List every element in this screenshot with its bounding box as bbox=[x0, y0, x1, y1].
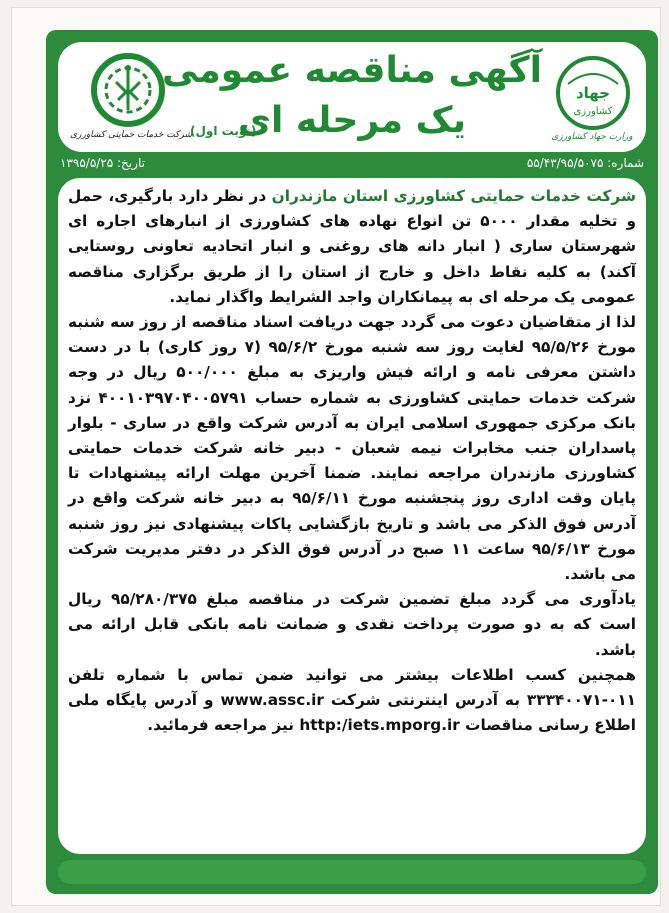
company-name-lead: شرکت خدمات حمایتی کشاورزی استان مازندران bbox=[271, 187, 636, 205]
body-paragraph-4: همچنین کسب اطلاعات بیشتر می توانید ضمن تماس با شماره تلفن ۰۱۱-۳۳۳۴۰۰۷۱ به آدرس اینترنتی شرکت www.assc.ir و آدرس پایگاه ملی اطلاع رسانی مناقصات http:/iets.mporg.ir نیز مراجعه فرمائید. bbox=[68, 665, 636, 735]
body-paragraph-1 bbox=[68, 184, 636, 310]
notice-header bbox=[58, 42, 646, 152]
notice-body-panel bbox=[58, 178, 646, 854]
notice-body-text bbox=[68, 184, 636, 738]
body-paragraph-1-rest: در نظر دارد بارگیری، حمل و تخلیه مقدار ۵۰۰۰ تن انواع نهاده های کشاورزی از انبارهای اجاره ای شهرستان ساری ( انبار دانه های روغنی و انبار اتحادیه تعاونی روستایی آکند) به کلیه نقاط داخل و خارج از استان را از طریق برگزاری مناقصه عمومی یک مرحله ای به پیمانکاران واجد الشرایط واگذار نماید. bbox=[68, 187, 637, 306]
assc-company-logo-icon bbox=[88, 50, 168, 130]
notice-meta bbox=[60, 156, 644, 176]
notice-date: تاریخ: ۱۳۹۵/۵/۲۵ bbox=[60, 156, 145, 170]
round-note: (نوبت اول) bbox=[190, 124, 257, 138]
body-paragraph-3: یادآوری می گردد مبلغ تضمین شرکت در مناقصه مبلغ ۹۵/۲۸۰/۳۷۵ ریال است که به دو صورت پرداخت نقدی و ضمانت نامه بانکی قابل ارائه می باشد. bbox=[68, 590, 636, 659]
logo-left-caption: شرکت خدمات حمایتی کشاورزی bbox=[70, 130, 192, 140]
notice-title-line1: آگهی مناقصه عمومی bbox=[162, 50, 542, 91]
logo-right-sub-text: کشاورزی bbox=[573, 106, 613, 117]
notice-title-line2: یک مرحله ای bbox=[238, 100, 466, 141]
logo-right-caption: وزارت جهاد کشاورزی bbox=[551, 132, 633, 142]
logo-right-main-text: جهاد bbox=[575, 84, 611, 102]
notice-footer-bar bbox=[58, 860, 646, 884]
notice-number: شماره: ۵۵/۴۳/۹۵/۵۰۷۵ bbox=[526, 156, 644, 170]
notice-frame bbox=[46, 30, 658, 894]
body-paragraph-2: لذا از متقاضیان دعوت می گردد جهت دریافت اسناد مناقصه از روز سه شنبه مورخ ۹۵/۵/۲۶ لغایت روز سه شنبه مورخ ۹۵/۶/۲ (۷ روز کاری) با در دست داشتن معرفی نامه و ارائه فیش واریزی به مبلغ ۵۰۰/۰۰۰ ریال در وجه شرکت خدمات حمایتی کشاورزی به شماره حساب ۴۰۰۱۰۳۹۷۰۴۰۰۵۷۹۱ نزد بانک مرکزی جمهوری اسلامی ایران به آدرس شرکت واقع در ساری - بلوار پاسداران جنب مخابرات نیمه شعبان - دبیر خانه شرکت خدمات حمایتی کشاورزی مازندران مراجعه نمایند. ضمنا آخرین مهلت ارائه پیشنهادات تا پایان وقت اداری روز پنجشنبه مورخ ۹۵/۶/۱۱ به دبیر خانه شرکت واقع در آدرس فوق الذکر می باشد و تاریخ بازگشایی پاکات پیشنهادی نیز روز شنبه مورخ ۹۵/۶/۱۳ ساعت ۱۱ صبح در آدرس فوق الذکر در دفتر مدیریت شرکت می باشد. bbox=[68, 313, 637, 584]
